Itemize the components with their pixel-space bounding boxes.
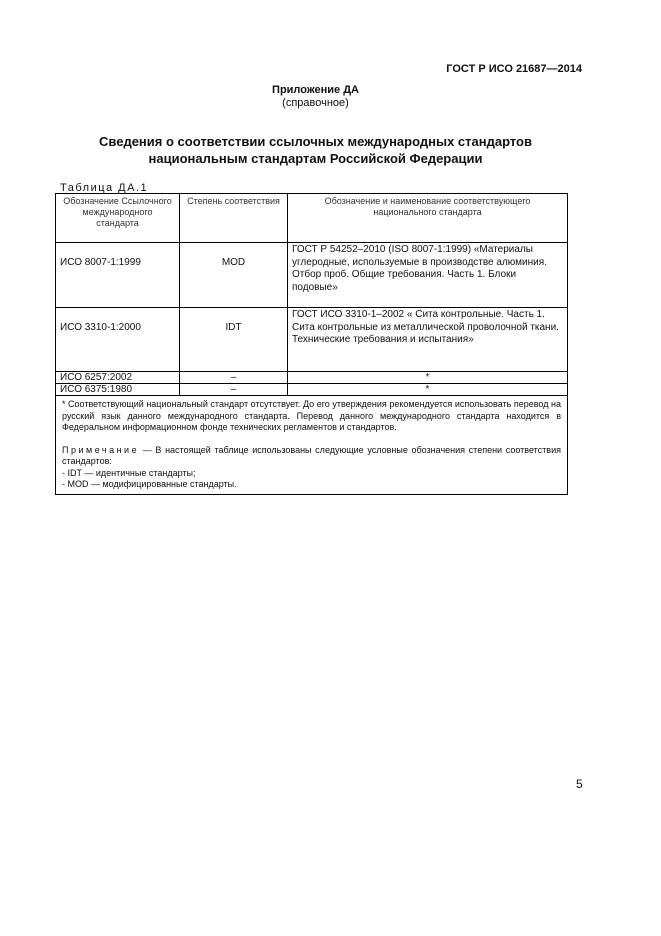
cell-reference: ИСО 8007-1:1999 xyxy=(56,243,180,308)
document-code: ГОСТ Р ИСО 21687—2014 xyxy=(446,63,582,75)
table-row xyxy=(56,243,568,308)
cell-degree: – xyxy=(180,372,288,384)
header-degree: Степень соответствия xyxy=(180,194,288,243)
table-row xyxy=(56,384,568,396)
table-footer xyxy=(56,396,568,495)
note xyxy=(62,445,561,468)
table-row xyxy=(56,372,568,384)
header-national-standard: Обозначение и наименование соответствующего национального стандарта xyxy=(288,194,568,243)
table-label: Таблица ДА.1 xyxy=(60,182,149,194)
appendix-subtitle: (справочное) xyxy=(282,97,349,109)
document-title xyxy=(0,133,631,167)
cell-reference: ИСО 3310-1:2000 xyxy=(56,308,180,372)
appendix-title: Приложение ДА xyxy=(272,84,359,96)
cell-degree: MOD xyxy=(180,243,288,308)
table-footer-row xyxy=(56,396,568,495)
document-title-line-1: Сведения о соответствии ссылочных международных стандартов xyxy=(99,134,532,149)
document-title-line-2: национальным стандартам Российской Федерации xyxy=(148,151,483,166)
correspondence-table xyxy=(55,193,568,495)
cell-degree: – xyxy=(180,384,288,396)
footnote: * Соответствующий национальный стандарт отсутствует. До его утверждения рекомендуется использовать перевод на русский язык данного международного стандарта. Перевод данного международного стандарта находится в Федеральном информационном фонде технических регламентов и стандартов. xyxy=(62,399,561,432)
table-row xyxy=(56,308,568,372)
cell-reference: ИСО 6257:2002 xyxy=(56,372,180,384)
appendix-heading xyxy=(0,84,631,110)
cell-degree: IDT xyxy=(180,308,288,372)
cell-national: * xyxy=(288,384,568,396)
note-text: — В настоящей таблице использованы следующие условные обозначения степени соответствия стандартов: xyxy=(62,444,561,466)
note-label: Примечание xyxy=(62,444,140,455)
table-header-row xyxy=(56,194,568,243)
cell-national: ГОСТ Р 54252–2010 (ISO 8007-1:1999) «Материалы углеродные, используемые в производстве алюминия. Отбор проб. Общие требования. Часть 1. Блоки подовые» xyxy=(288,243,568,308)
note-item-idt: - IDT — идентичные стандарты; xyxy=(62,467,196,478)
header-reference-standard: Обозначение Ссылочного международного стандарта xyxy=(56,194,180,243)
cell-reference: ИСО 6375:1980 xyxy=(56,384,180,396)
cell-national: * xyxy=(288,372,568,384)
cell-national: ГОСТ ИСО 3310-1–2002 « Сита контрольные. Часть 1. Сита контрольные из металлической проволочной ткани. Технические требования и испытания» xyxy=(288,308,568,372)
page-number: 5 xyxy=(576,777,583,791)
note-item-mod: - MOD — модифицированные стандарты. xyxy=(62,479,237,489)
